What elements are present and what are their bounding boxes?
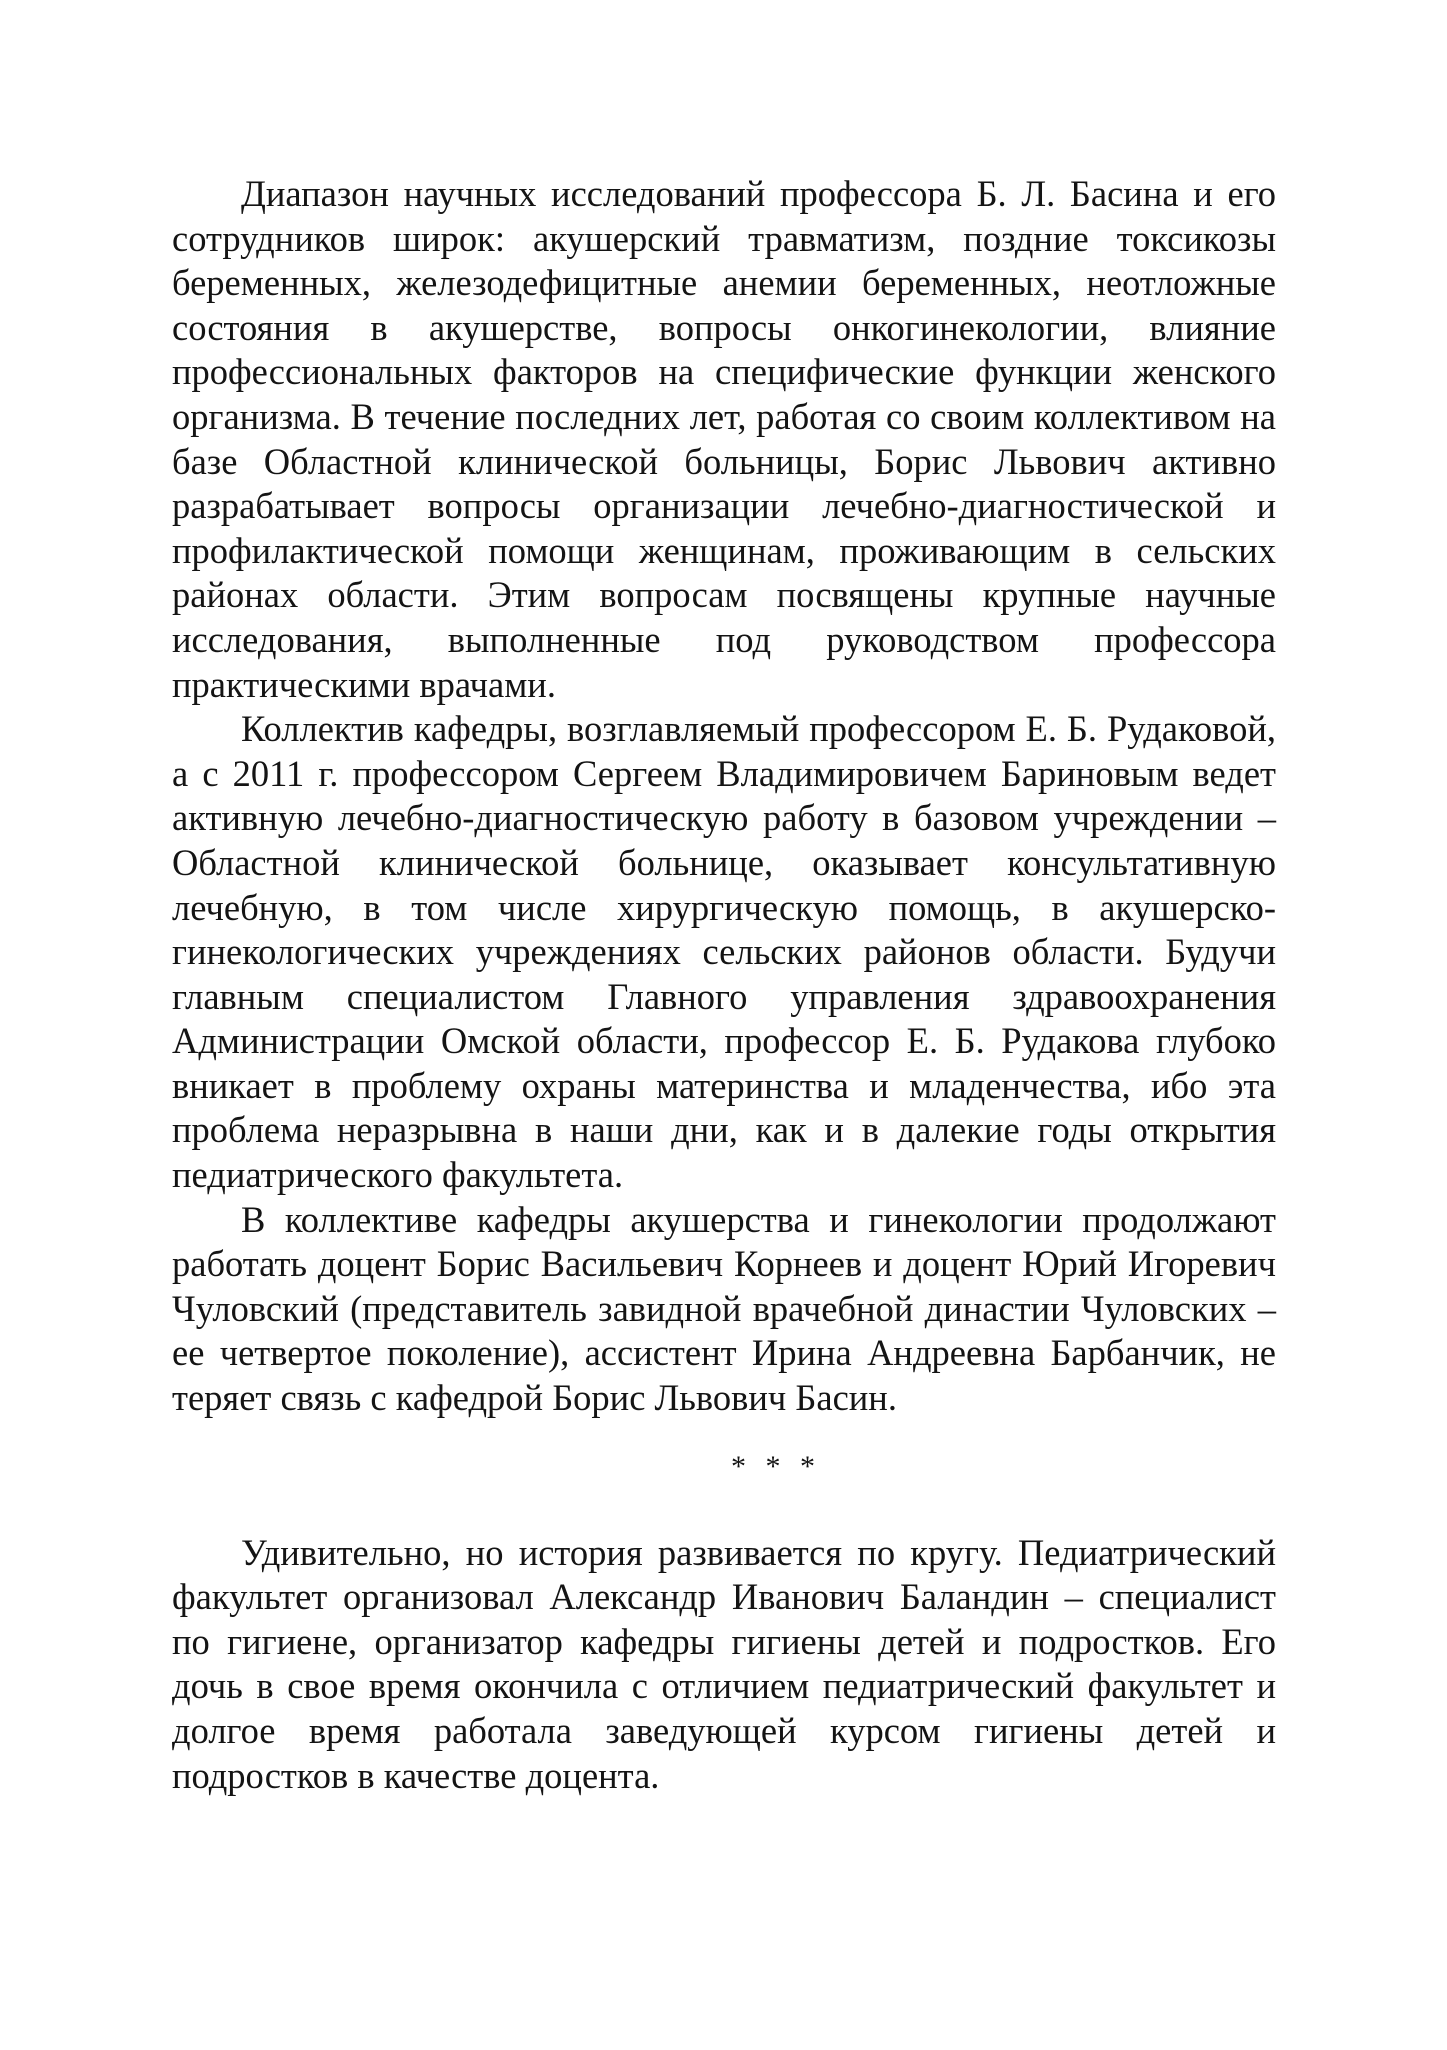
section-separator: * * * [731, 1449, 821, 1483]
paragraph-research-scope: Диапазон научных исследований профессора Б. Л. Басина и его сотрудников широк: акушерский травматизм, поздние токсикозы беременных, железодефицитные анемии беременных, неотложные состояния в акушерстве, вопросы онкогинекологии, влияние профессиональных факторов на специфические функции женского организма. В течение последних лет, работая со своим коллективом на базе Областной клинической больницы, Борис Львович активно разрабатывает вопросы организации лечебно-диагностической и профилактической помощи женщинам, проживающим в сельских районах области. Этим вопросам посвящены крупные научные исследования, выполненные под руководством профессора практическими врачами. [172, 173, 1276, 705]
body-text [172, 172, 1276, 1798]
paragraph-department-staff: В коллективе кафедры акушерства и гинекологии продолжают работать доцент Борис Васильевич Корнеев и доцент Юрий Игоревич Чуловский (представитель завидной врачебной династии Чуловских – ее четвертое поколение), ассистент Ирина Андреевна Барбанчик, не теряет связь с кафедрой Борис Львович Басин. [172, 1198, 1276, 1419]
paragraph-history-circle: Удивительно, но история развивается по кругу. Педиатрический факультет организовал Александр Иванович Баландин – специалист по гигиене, организатор кафедры гигиены детей и подростков. Его дочь в свое время окончила с отличием педиатрический факультет и долгое время работала заведующей курсом гигиены детей и подростков в качестве доцента. [172, 1531, 1276, 1796]
paragraph-department-collective: Коллектив кафедры, возглавляемый профессором Е. Б. Рудаковой, а с 2011 г. профессором Сергеем Владимировичем Бариновым ведет активную лечебно-диагностическую работу в базовом учреждении – Областной клинической больнице, оказывает консультативную лечебную, в том числе хирургическую помощь, в акушерско-гинекологических учреждениях сельских районов области. Будучи главным специалистом Главного управления здравоохранения Администрации Омской области, профессор Е. Б. Рудакова глубоко вникает в проблему охраны материнства и младенчества, ибо эта проблема неразрывна в наши дни, как и в далекие годы открытия педиатрического факультета. [172, 708, 1276, 1196]
